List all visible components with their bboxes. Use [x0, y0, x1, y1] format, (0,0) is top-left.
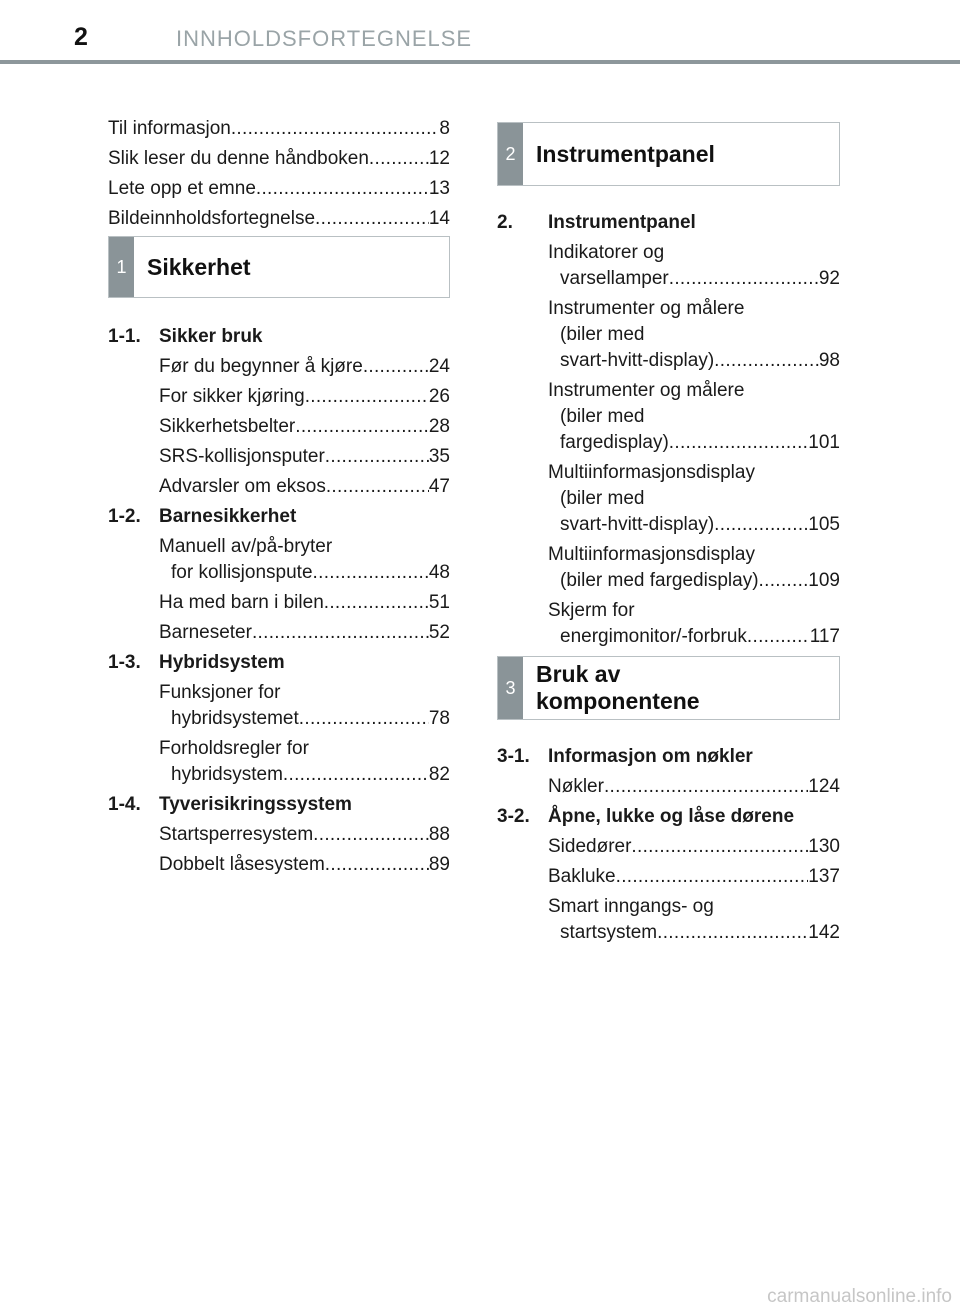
section-title: Instrumentpanel — [536, 140, 715, 167]
toc-entry-slik-leser[interactable]: Slik leser du denne håndboken ..... 12 — [108, 146, 450, 172]
chapter-heading-3-2[interactable]: 3-2. Åpne, lukke og låse dørene — [497, 806, 795, 827]
toc-entry[interactable]: Skjerm for energimonitor/-forbruk ..... 117 — [548, 598, 840, 650]
chapter-heading-2[interactable]: 2. Instrumentpanel — [497, 212, 696, 233]
toc-entry[interactable]: Sidedører ..... 130 — [548, 834, 840, 860]
toc-entry[interactable]: Instrumenter og målere (biler med svart-hvitt-display) ..... 98 — [548, 296, 840, 374]
toc-entry[interactable]: Før du begynner å kjøre ..... 24 — [159, 354, 450, 380]
toc-entry[interactable]: Bakluke ..... 137 — [548, 864, 840, 890]
chapter-heading-1-4[interactable]: 1-4. Tyverisikringssystem — [108, 794, 352, 815]
chapter-heading-3-1[interactable]: 3-1. Informasjon om nøkler — [497, 746, 753, 767]
toc-entry[interactable]: Indikatorer og varsellamper ..... 92 — [548, 240, 840, 292]
toc-entry[interactable]: For sikker kjøring ..... 26 — [159, 384, 450, 410]
toc-entry[interactable]: Ha med barn i bilen ..... 51 — [159, 590, 450, 616]
section-title: Sikkerhet — [147, 253, 251, 280]
toc-entry[interactable]: Smart inngangs- og startsystem ..... 142 — [548, 894, 840, 946]
toc-entry[interactable]: Advarsler om eksos ..... 47 — [159, 474, 450, 500]
toc-entry[interactable]: SRS-kollisjonsputer ..... 35 — [159, 444, 450, 470]
header-title: INNHOLDSFORTEGNELSE — [176, 26, 473, 51]
toc-entry[interactable]: Instrumenter og målere (biler med fargedisplay) ..... 101 — [548, 378, 840, 456]
toc-entry[interactable]: Dobbelt låsesystem ..... 89 — [159, 852, 450, 878]
section-number-tab: 3 — [498, 657, 523, 719]
toc-entry-lete-opp[interactable]: Lete opp et emne ..... 13 — [108, 176, 450, 202]
toc-entry[interactable]: Multiinformasjonsdisplay (biler med fargedisplay) ..... 109 — [548, 542, 840, 594]
toc-entry[interactable]: Sikkerhetsbelter ..... 28 — [159, 414, 450, 440]
toc-entry[interactable]: Forholdsregler for hybridsystem ..... 82 — [159, 736, 450, 788]
watermark: carmanualsonline.info — [767, 1286, 952, 1307]
page-number: 2 — [74, 23, 88, 51]
chapter-heading-1-3[interactable]: 1-3. Hybridsystem — [108, 652, 285, 673]
chapter-heading-1-2[interactable]: 1-2. Barnesikkerhet — [108, 506, 297, 527]
section-header-sikkerhet[interactable] — [108, 236, 450, 298]
toc-entry[interactable]: Nøkler ..... 124 — [548, 774, 840, 800]
section-number-tab: 1 — [109, 237, 134, 297]
section-header-bruk-av-komponentene[interactable] — [497, 656, 840, 720]
toc-entry[interactable]: Startsperresystem ..... 88 — [159, 822, 450, 848]
toc-right-column — [497, 122, 840, 950]
toc-left-column — [108, 116, 450, 882]
section-title: Bruk av komponentene — [536, 661, 700, 714]
chapter-heading-1-1[interactable]: 1-1. Sikker bruk — [108, 326, 263, 347]
toc-entry[interactable]: Barneseter ..... 52 — [159, 620, 450, 646]
header-divider — [0, 60, 960, 64]
toc-entry[interactable]: Funksjoner for hybridsystemet ..... 78 — [159, 680, 450, 732]
toc-entry[interactable]: Manuell av/på-bryter for kollisjonspute ..... 48 — [159, 534, 450, 586]
toc-entry-bildeinnhold[interactable]: Bildeinnholdsfortegnelse ..... 14 — [108, 206, 450, 232]
page-header — [0, 0, 960, 64]
toc-entry-til-informasjon[interactable]: Til informasjon ..... 8 — [108, 116, 450, 142]
section-header-instrumentpanel[interactable] — [497, 122, 840, 186]
section-number-tab: 2 — [498, 123, 523, 185]
toc-entry[interactable]: Multiinformasjonsdisplay (biler med svart-hvitt-display) ..... 105 — [548, 460, 840, 538]
